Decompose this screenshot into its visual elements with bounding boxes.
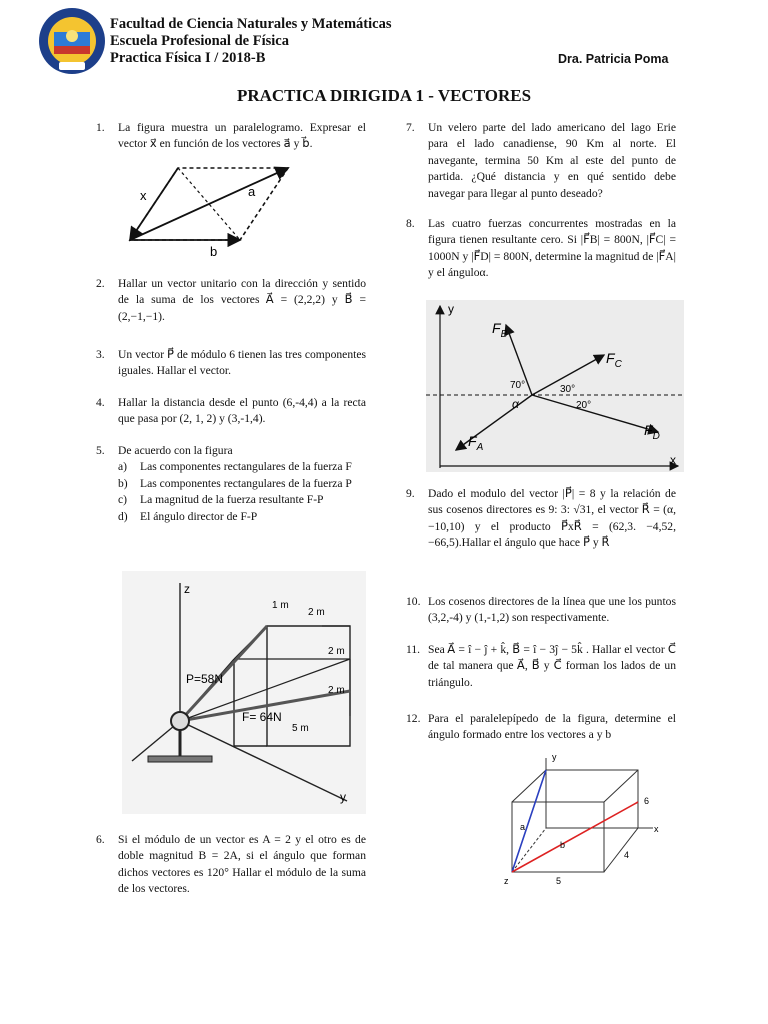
question-text: Un vector P⃗ de módulo 6 tienen las tres componentes iguales. Hallar el vector. [118,348,366,378]
fig8-label-fc: $F_C$ [606,350,622,370]
header-professor: Dra. Patricia Poma [558,52,669,66]
question-7 [406,120,676,202]
fig12-label-a: a [520,822,526,832]
fig12-axis-z: z [504,876,509,886]
question-10 [406,594,676,627]
question-8 [406,216,676,282]
fig8-angle-30: 30° [560,384,576,395]
question-number: 4. [96,396,105,409]
fig5-axis-z: z [184,582,190,596]
question-text: Hallar la distancia desde el punto (6,-4,4) a la recta que pasa por (2, 1, 2) y (3,-1,4). [118,396,366,426]
fig8-angle-alpha: α [512,397,519,411]
header-faculty: Facultad de Ciencia Naturales y Matemáticas [110,16,392,32]
question-text: Dado el modulo del vector |P⃗| = 8 y la relación de sus cosenos directores es 9: 3: √31, el vector R⃗ = (α, −10,10) y el producto P⃗xR⃗ = (62,3. −4,52, −66,5).Hallar el ángulo que hace P⃗ y R⃗ [428,487,676,550]
page-title: PRACTICA DIRIGIDA 1 - VECTORES [236,86,532,105]
question-12 [406,711,676,744]
fig5-force-p: P=58N [186,672,224,686]
header-course: Practica Física I / 2018-B [110,50,266,66]
question-number: 6. [96,833,105,846]
university-seal [37,6,107,76]
question-number: 9. [406,487,415,500]
question-5-items [118,459,366,525]
list-item: c) La magnitud de la fuerza resultante F-P [118,493,324,507]
fig5-dim-2m-low: 2 m [328,685,345,696]
question-number: 3. [96,348,105,361]
question-6 [96,832,366,898]
question-number: 1. [96,121,105,134]
list-item: a) Las componentes rectangulares de la fuerza F [118,460,352,474]
fig12-dim-6: 6 [644,796,650,806]
fig12-dim-4: 4 [624,850,630,860]
question-9 [406,486,676,552]
figure-forces-box [122,571,366,814]
question-number: 11. [406,643,421,656]
question-text: Las cuatro fuerzas concurrentes mostradas en la figura tienen resultante cero. Si |F⃗B| = 800N, |F⃗C| = 1000N y |F⃗D| = 800N, determine la magnitud de |F⃗A| y el ánguloα. [428,217,676,280]
question-text: La figura muestra un paralelogramo. Expresar el vector x⃗ en función de los vectores a⃗ y b⃗. [118,121,366,151]
fig1-label-a: a [248,184,256,199]
fig8-axis-x: x [670,453,676,467]
question-11 [406,642,676,691]
question-text: Los cosenos directores de la línea que une los puntos (3,2,-4) y (1,-1,2) son respectivamente. [428,595,676,625]
fig12-label-b: b [560,840,566,850]
question-number: 8. [406,217,415,230]
fig8-angle-70: 70° [510,380,526,391]
question-number: 10. [406,595,421,608]
list-item: b) Las componentes rectangulares de la fuerza P [118,476,352,490]
fig1-label-b: b [210,244,218,259]
question-text: Para el paralelepípedo de la figura, determine el ángulo formado entre los vectores a y b [428,712,676,742]
figure-concurrent-forces [426,300,684,472]
fig5-axis-y: y [340,790,346,804]
fig5-dim-5m: 5 m [292,723,309,734]
fig12-dim-5: 5 [556,876,562,886]
question-4 [96,395,366,428]
fig5-force-f: F= 64N [242,710,282,724]
fig8-label-fb: $F_B$ [492,320,508,340]
fig8-label-fd: $F_D$ [644,422,660,442]
question-text: De acuerdo con la figura [118,444,233,457]
question-number: 7. [406,121,415,134]
question-1 [96,120,366,153]
question-number: 12. [406,712,421,725]
question-2 [96,276,366,325]
list-item: d) El ángulo director de F-P [118,509,258,523]
question-number: 5. [96,444,105,457]
figure-parallelepiped [498,750,670,892]
fig8-axis-y: y [448,302,454,316]
fig8-angle-20: 20° [576,400,592,411]
fig1-label-x: x [140,188,147,203]
question-5 [96,443,366,525]
question-3 [96,347,366,380]
fig5-dim-2m-top: 2 m [308,607,325,618]
fig12-axis-y: y [552,752,557,762]
question-text: Un velero parte del lado americano del lago Erie para el lado canadiense, 90 Km al norte. El navegante, termina 50 Km al este del punto de partida. ¿Qué distancia y en qué sentido debe navegar para llegar al punto deseado? [428,121,676,200]
question-text: Sea A⃗ = î − ĵ + k̂, B⃗ = î − 3ĵ − 5k̂ . Hallar el vector C⃗ de tal manera que A⃗, B⃗ y C⃗ forman los lados de un triángulo. [428,643,676,689]
fig8-label-fa: $F_A$ [468,433,484,453]
figure-parallelogram [118,160,298,260]
fig12-axis-x: x [654,824,659,834]
question-text: Hallar un vector unitario con la dirección y sentido de la suma de los vectores A⃗ = (2,2,2) y B⃗ = (2,−1,−1). [118,277,366,323]
header-school: Escuela Profesional de Física [110,33,289,49]
question-text: Si el módulo de un vector es A = 2 y el otro es de doble magnitud B = 2A, si el ángulo que forman dichos vectores es 120° Hallar el módulo de la suma de los vectores. [118,833,366,896]
fig5-dim-1m: 1 m [272,600,289,611]
fig5-dim-2m-mid: 2 m [328,646,345,657]
question-number: 2. [96,277,105,290]
